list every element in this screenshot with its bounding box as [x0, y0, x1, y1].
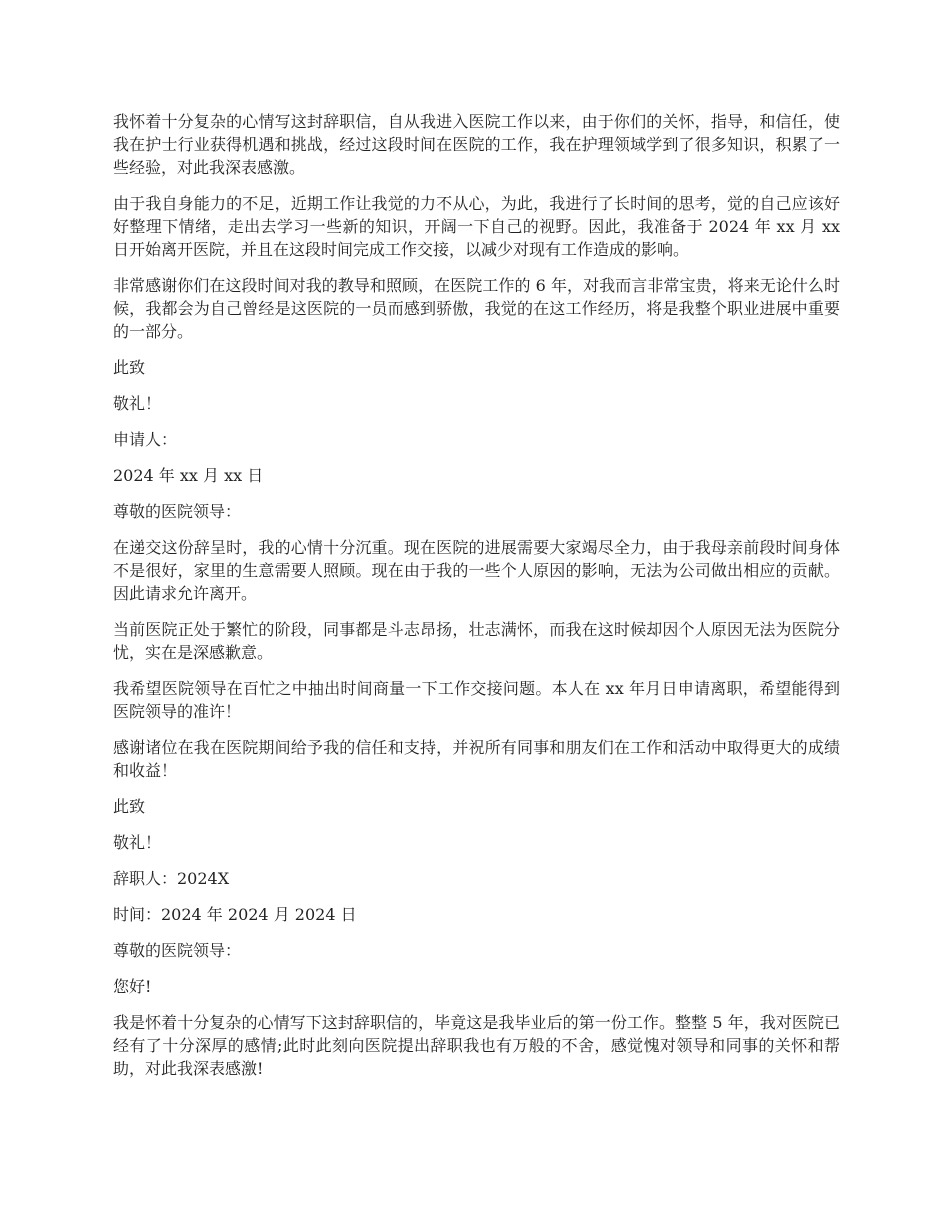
paragraph: 在递交这份辞呈时，我的心情十分沉重。现在医院的进展需要大家竭尽全力，由于我母亲前段时间身体不是很好，家里的生意需要人照顾。现在由于我的一些个人原因的影响，无法为公司做出相应的贡献。因此请求允许离开。: [113, 538, 840, 603]
paragraph: 我怀着十分复杂的心情写这封辞职信，自从我进入医院工作以来，由于你们的关怀，指导，和信任，使我在护士行业获得机遇和挑战，经过这段时间在医院的工作，我在护理领域学到了很多知识，积累了一些经验，对此我深表感激。: [113, 112, 840, 177]
closing-salutation: 此致: [113, 797, 146, 816]
paragraph: 非常感谢你们在这段时间对我的教导和照顾，在医院工作的 6 年，对我而言非常宝贵，将来无论什么时候，我都会为自己曾经是这医院的一员而感到骄傲，我觉的在这工作经历，将是我整个职业进展中重要的一部分。: [113, 276, 840, 341]
date-line: 2024 年 xx 月 xx 日: [113, 466, 264, 485]
applicant-label: 申请人：: [113, 430, 178, 449]
hello-line: 您好!: [113, 977, 152, 996]
closing-regards: 敬礼！: [113, 833, 162, 852]
closing-regards: 敬礼！: [113, 394, 162, 413]
resigner-line: 辞职人：2024X: [113, 869, 230, 888]
paragraph: 当前医院正处于繁忙的阶段，同事都是斗志昂扬，壮志满怀，而我在这时候却因个人原因无法为医院分忧，实在是深感歉意。: [113, 620, 840, 662]
paragraph: 感谢诸位在我在医院期间给予我的信任和支持，并祝所有同事和朋友们在工作和活动中取得更大的成绩和收益！: [113, 738, 840, 780]
time-line: 时间：2024 年 2024 月 2024 日: [113, 905, 357, 924]
greeting: 尊敬的医院领导：: [113, 502, 242, 521]
paragraph: 我希望医院领导在百忙之中抽出时间商量一下工作交接问题。本人在 xx 年月日申请离职，希望能得到医院领导的准许！: [113, 679, 840, 721]
greeting: 尊敬的医院领导：: [113, 941, 242, 960]
closing-salutation: 此致: [113, 358, 146, 377]
paragraph: 由于我自身能力的不足，近期工作让我觉的力不从心，为此，我进行了长时间的思考，觉的自己应该好好整理下情绪，走出去学习一些新的知识，开阔一下自己的视野。因此，我准备于 2024 年 xx 月 xx 日开始离开医院，并且在这段时间完成工作交接，以减少对现有工作造成的影响。: [113, 194, 840, 259]
document-body: [113, 110, 840, 1093]
paragraph: 我是怀着十分复杂的心情写下这封辞职信的，毕竟这是我毕业后的第一份工作。整整 5 年，我对医院已经有了十分深厚的感情;此时此刻向医院提出辞职我也有万般的不舍，感觉愧对领导和同事的关怀和帮助，对此我深表感激!: [113, 1013, 840, 1078]
